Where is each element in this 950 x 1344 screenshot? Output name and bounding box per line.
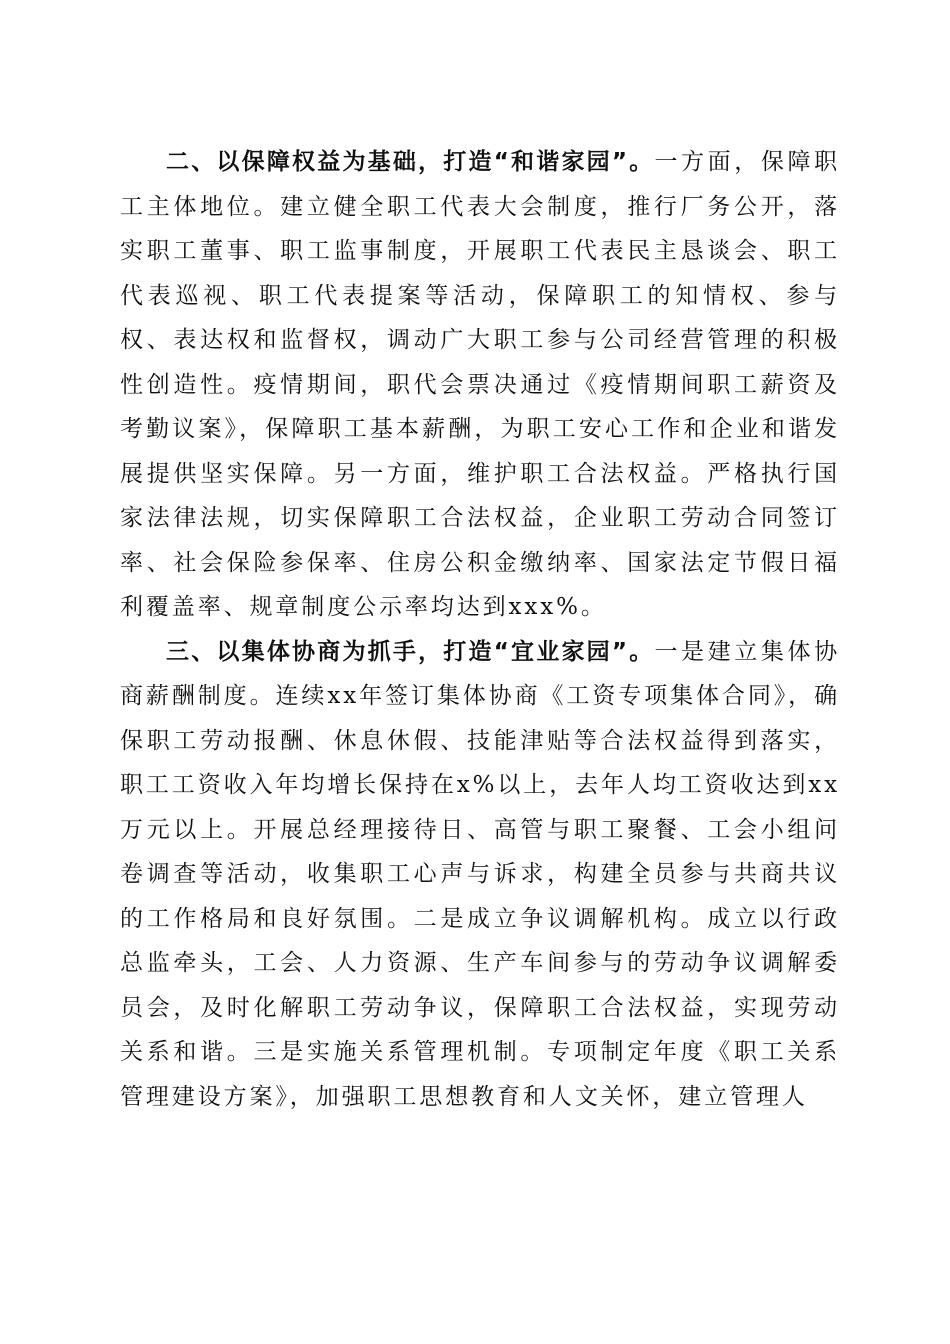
paragraph-rights-protection [120, 140, 840, 630]
document-body [120, 140, 840, 1119]
section-heading-livable-home: 三、以集体协商为抓手，打造“宜业家园”。 [166, 638, 655, 665]
paragraph-collective-negotiation [120, 630, 840, 1120]
paragraph-text: 一是建立集体协商薪酬制度。连续xx年签订集体协商《工资专项集体合同》，确保职工劳动报酬、休息休假、技能津贴等合法权益得到落实，职工工资收入年均增长保持在x%以上，去年人均工资收达到xx万元以上。开展总经理接待日、高管与职工聚餐、工会小组问卷调查等活动，收集职工心声与诉求，构建全员参与共商共议的工作格局和良好氛围。二是成立争议调解机构。成立以行政总监牵头，工会、人力资源、生产车间参与的劳动争议调解委员会，及时化解职工劳动争议，保障职工合法权益，实现劳动关系和谐。三是实施关系管理机制。专项制定年度《职工关系管理建设方案》，加强职工思想教育和人文关怀，建立管理人 [120, 638, 840, 1110]
section-heading-harmonious-home: 二、以保障权益为基础，打造“和谐家园”。 [166, 149, 655, 175]
paragraph-text: 一方面，保障职工主体地位。建立健全职工代表大会制度，推行厂务公开，落实职工董事、职工监事制度，开展职工代表民主恳谈会、职工代表巡视、职工代表提案等活动，保障职工的知情权、参与权、表达权和监督权，调动广大职工参与公司经营管理的积极性创造性。疫情期间，职代会票决通过《疫情期间职工薪资及考勤议案》，保障职工基本薪酬，为职工安心工作和企业和谐发展提供坚实保障。另一方面，维护职工合法权益。严格执行国家法律法规，切实保障职工合法权益，企业职工劳动合同签订率、社会保险参保率、住房公积金缴纳率、国家法定节假日福利覆盖率、规章制度公示率均达到xxx%。 [120, 149, 840, 620]
